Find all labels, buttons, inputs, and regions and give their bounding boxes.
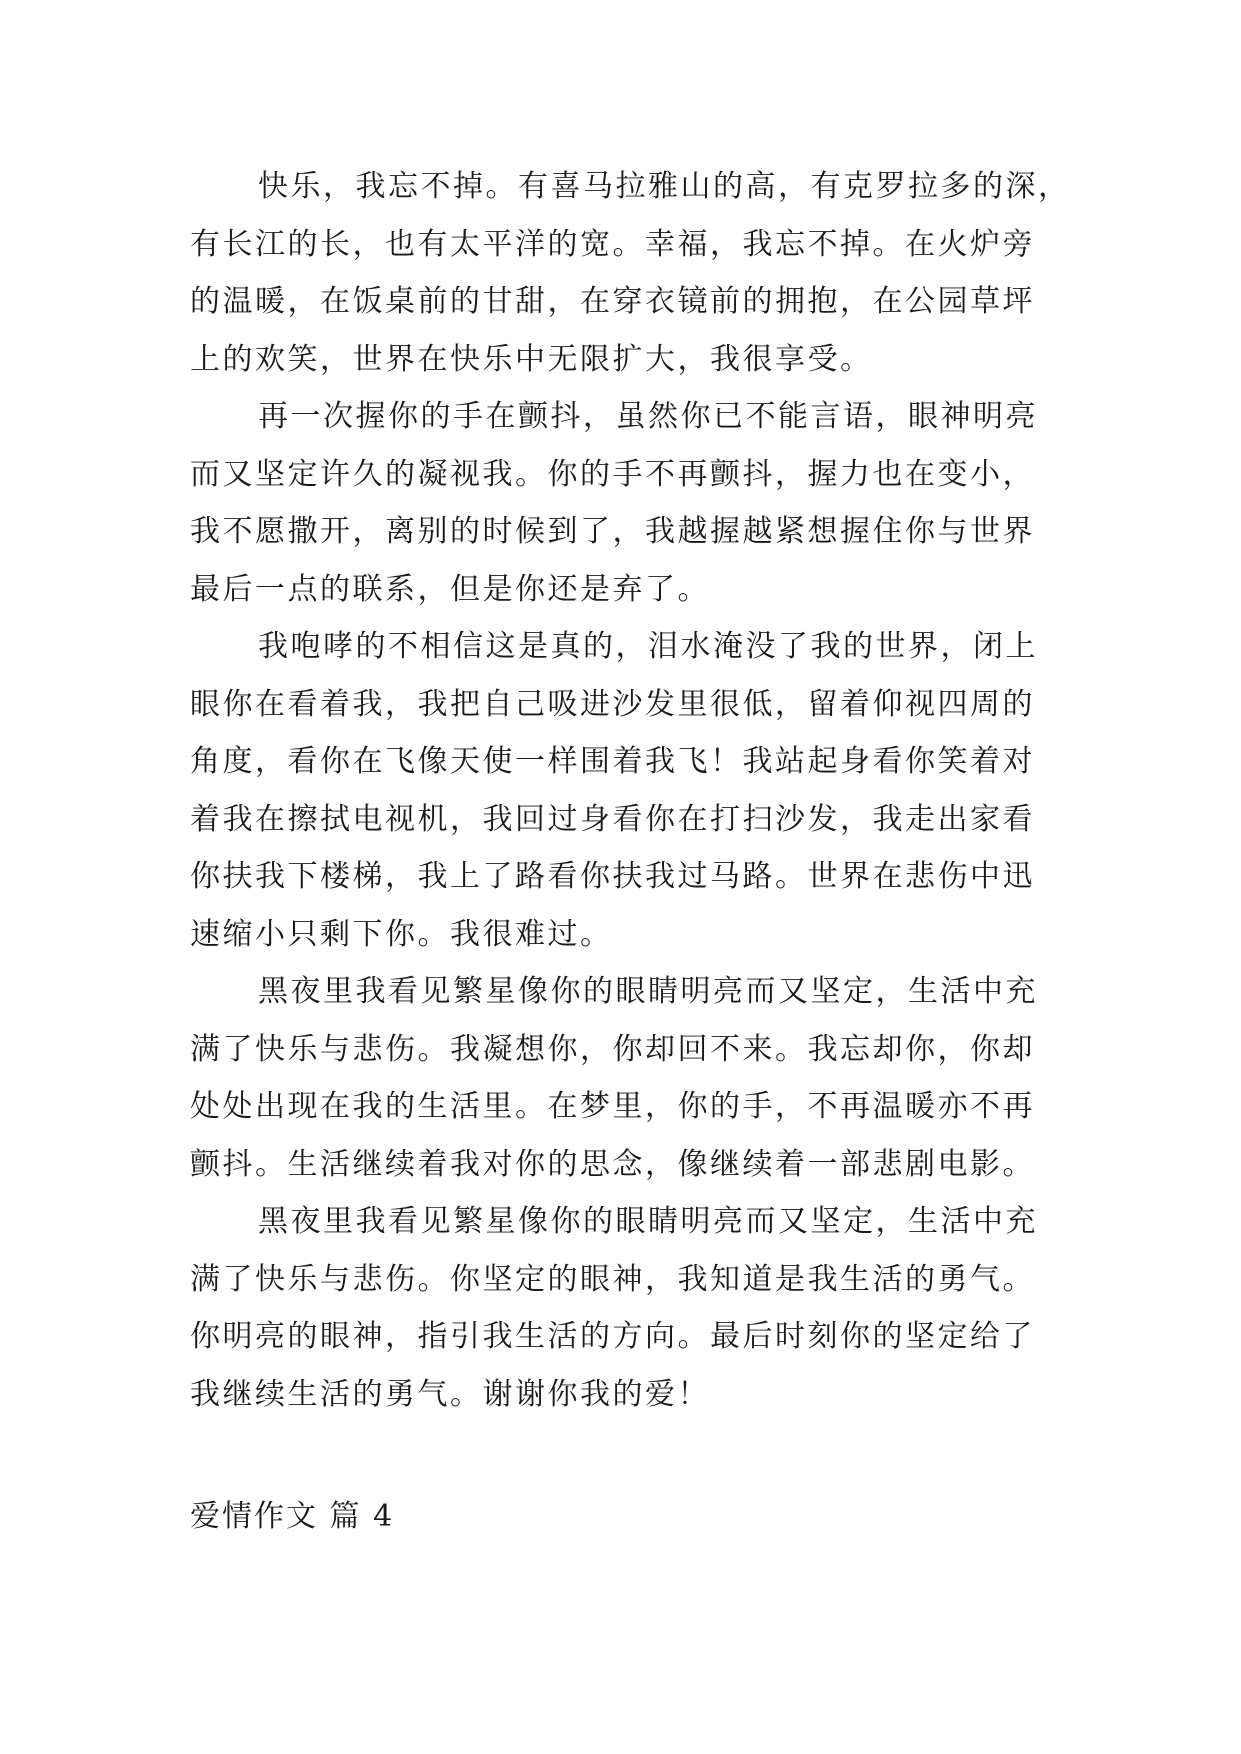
section-heading: 爱情作文 篇 4	[190, 1499, 395, 1534]
text-line: 快乐，我忘不掉。有喜马拉雅山的高，有克罗拉多的深，	[258, 169, 1071, 204]
text-line: 你明亮的眼神，指引我生活的方向。最后时刻你的坚定给了	[190, 1319, 1035, 1354]
paragraph	[190, 158, 1070, 388]
text-line: 再一次握你的手在颤抖，虽然你已不能言语，眼神明亮	[258, 399, 1038, 434]
paragraph	[190, 1193, 1070, 1423]
text-line: 角度，看你在飞像天使一样围着我飞！我站起身看你笑着对	[190, 744, 1035, 779]
text-line: 上的欢笑，世界在快乐中无限扩大，我很享受。	[190, 341, 873, 377]
paragraph	[190, 963, 1070, 1193]
text-line: 的温暖，在饭桌前的甘甜，在穿衣镜前的拥抱，在公园草坪	[190, 284, 1035, 319]
paragraph	[190, 618, 1070, 963]
text-line: 黑夜里我看见繁星像你的眼睛明亮而又坚定，生活中充	[258, 974, 1038, 1009]
text-line: 眼你在看着我，我把自己吸进沙发里很低，留着仰视四周的	[190, 686, 1035, 722]
text-line: 满了快乐与悲伤。你坚定的眼神，我知道是我生活的勇气。	[190, 1261, 1035, 1297]
text-line: 我不愿撒开，离别的时候到了，我越握越紧想握住你与世界	[190, 514, 1035, 549]
text-line: 而又坚定许久的凝视我。你的手不再颤抖，握力也在变小，	[190, 456, 1035, 492]
text-line: 最后一点的联系，但是你还是弃了。	[190, 571, 710, 607]
paragraph	[190, 388, 1070, 618]
text-line: 满了快乐与悲伤。我凝想你，你却回不来。我忘却你，你却	[190, 1031, 1035, 1067]
text-line: 有长江的长，也有太平洋的宽。幸福，我忘不掉。在火炉旁	[190, 226, 1035, 262]
text-line: 你扶我下楼梯，我上了路看你扶我过马路。世界在悲伤中迅	[190, 859, 1035, 894]
text-line: 黑夜里我看见繁星像你的眼睛明亮而又坚定，生活中充	[258, 1204, 1038, 1239]
text-line: 颤抖。生活继续着我对你的思念，像继续着一部悲剧电影。	[190, 1146, 1035, 1182]
text-line: 着我在擦拭电视机，我回过身看你在打扫沙发，我走出家看	[190, 801, 1035, 837]
essay-body	[190, 158, 1070, 1423]
text-line: 速缩小只剩下你。我很难过。	[190, 916, 613, 952]
text-line: 我咆哮的不相信这是真的，泪水淹没了我的世界，闭上	[258, 629, 1038, 664]
text-line: 我继续生活的勇气。谢谢你我的爱！	[190, 1376, 710, 1412]
text-line: 处处出现在我的生活里。在梦里，你的手，不再温暖亦不再	[190, 1089, 1035, 1124]
